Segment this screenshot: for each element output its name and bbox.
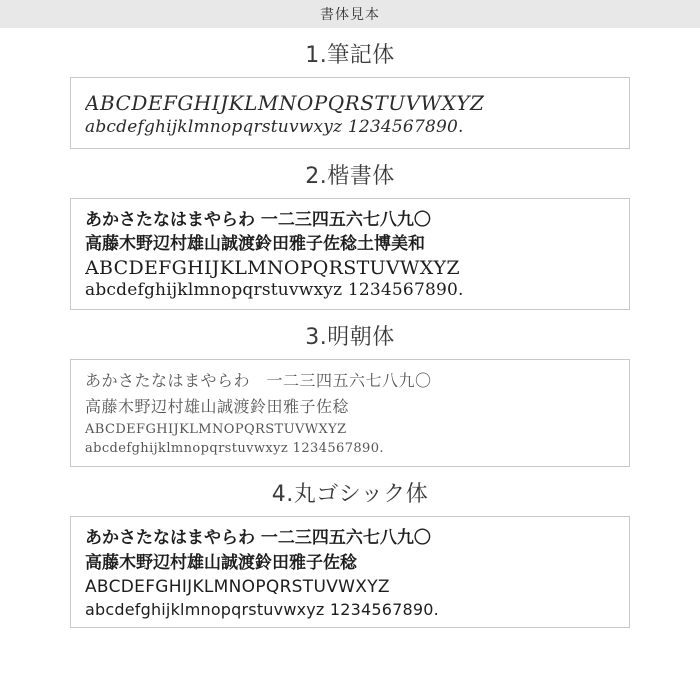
sample-line-uppercase: ABCDEFGHIJKLMNOPQRSTUVWXYZ [85, 91, 485, 115]
font-sample-sections [0, 38, 700, 628]
font-section-maru-gothic [0, 477, 700, 628]
sample-line-lowercase-numbers: abcdefghijklmnopqrstuvwxyz 1234567890. [85, 599, 439, 619]
sample-line-kanji: 高藤木野辺村雄山誠渡鈴田雅子佐稔 [85, 396, 350, 416]
sample-line-uppercase: ABCDEFGHIJKLMNOPQRSTUVWXYZ [85, 577, 390, 597]
sample-line-lowercase-numbers: abcdefghijklmnopqrstuvwxyz 1234567890. [85, 117, 464, 138]
sample-line-uppercase: ABCDEFGHIJKLMNOPQRSTUVWXYZ [85, 421, 347, 437]
sample-line-kana: あかさたなはまやらわ 一二三四五六七八九〇 [85, 528, 431, 548]
sample-box-maru-gothic [70, 516, 630, 628]
sample-line-uppercase: ABCDEFGHIJKLMNOPQRSTUVWXYZ [85, 257, 460, 280]
sample-line-lowercase-numbers: abcdefghijklmnopqrstuvwxyz 1234567890. [85, 440, 384, 456]
sample-box-mincho [70, 359, 630, 467]
page-title: 書体見本 [320, 7, 380, 23]
font-section-kaisho [0, 159, 700, 310]
sample-line-kana: あかさたなはまやらわ 一二三四五六七八九〇 [85, 210, 431, 230]
font-section-script [0, 38, 700, 149]
section-title-maru-gothic: 4.丸ゴシック体 [271, 482, 429, 507]
sample-line-kana: あかさたなはまやらわ 一二三四五六七八九〇 [85, 371, 432, 390]
sample-line-lowercase-numbers: abcdefghijklmnopqrstuvwxyz 1234567890. [85, 280, 464, 301]
section-title-kaisho: 2.楷書体 [305, 164, 395, 189]
sample-line-kanji: 高藤木野辺村雄山誠渡鈴田雅子佐稔土博美和 [85, 234, 425, 255]
section-title-script: 1.筆記体 [305, 43, 395, 68]
sample-box-kaisho [70, 198, 630, 310]
sample-box-script [70, 77, 630, 149]
page-header [0, 0, 700, 28]
sample-line-kanji: 高藤木野辺村雄山誠渡鈴田雅子佐稔 [85, 553, 357, 573]
font-section-mincho [0, 320, 700, 467]
section-title-mincho: 3.明朝体 [305, 325, 395, 350]
